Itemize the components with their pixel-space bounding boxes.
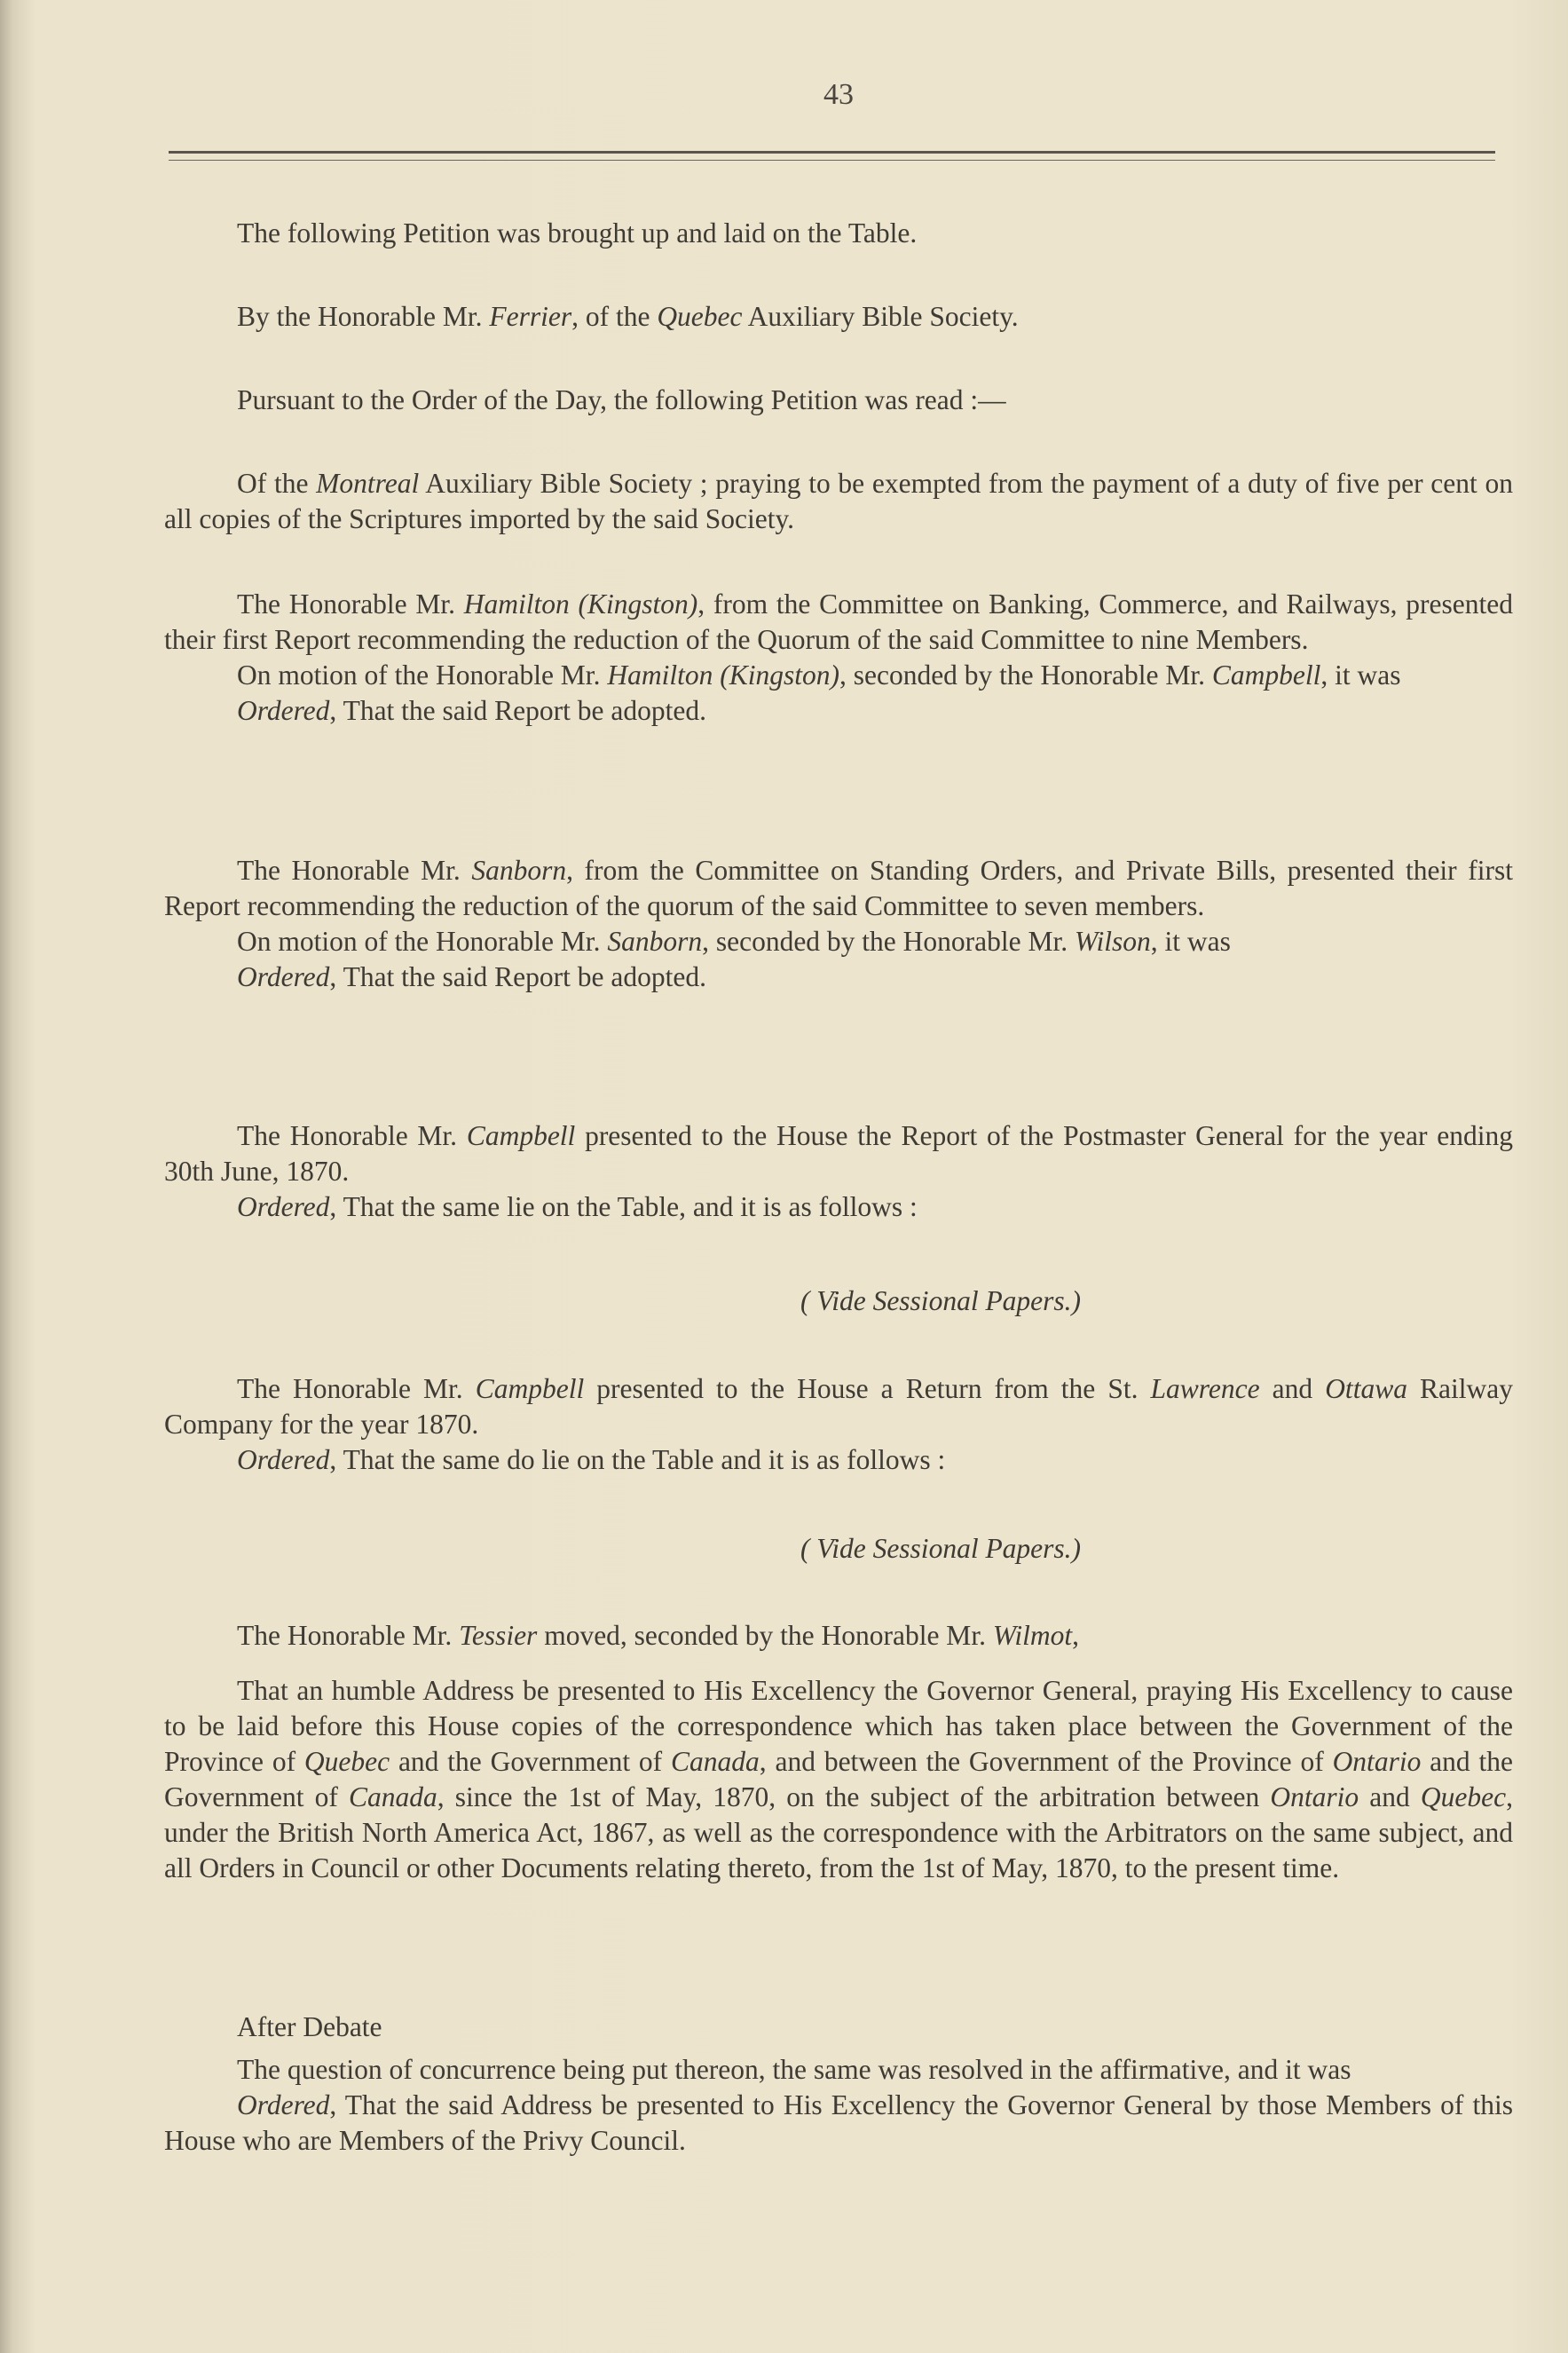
member-name: Wilson xyxy=(1075,926,1151,957)
paragraph-text: Pursuant to the Order of the Day, the following Petition was read :— xyxy=(237,384,1006,415)
section-railway-return: The Honorable Mr. Campbell presented to the House a Return from the St. Lawrence and Ottawa Railway Company for the year 1870. Ordered, That the same do lie on the Table and it is as follows : xyxy=(164,1373,1513,1475)
member-name: Ferrier xyxy=(489,301,572,332)
page-number: 43 xyxy=(823,78,854,111)
section-banking-report: The Honorable Mr. Hamilton (Kingston), from the Committee on Banking, Commerce, and Railways, presented their first Report recommending the reduction of the Quorum of the said Committee to nine Members. On motion of the Honorable Mr. Hamilton (Kingston), seconded by the Honorable Mr. Campbell, it was Ordered, That the said Report be adopted. xyxy=(164,588,1513,726)
paragraph-text: The following Petition was brought up and laid on the Table. xyxy=(237,217,918,249)
member-name: Hamilton (Kingston) xyxy=(463,588,698,620)
member-name: Sanborn xyxy=(607,926,703,957)
place-name: Ottawa xyxy=(1325,1373,1407,1404)
section-standing-orders-report: The Honorable Mr. Sanborn, from the Committee on Standing Orders, and Private Bills, presented their first Report recommending the reduction of the quorum of the said Committee to seven members. On motion of the Honorable Mr. Sanborn, seconded by the Honorable Mr. Wilson, it was Ordered, That the said Report be adopted. xyxy=(164,855,1513,992)
member-name: Campbell xyxy=(466,1120,576,1151)
section-postmaster-report: The Honorable Mr. Campbell presented to the House the Report of the Postmaster General for the year ending 30th June, 1870. Ordered, That the same lie on the Table, and it is as follows : xyxy=(164,1120,1513,1222)
paragraph-ferrier-petition: By the Honorable Mr. Ferrier, of the Quebec Auxiliary Bible Society. xyxy=(237,301,1019,332)
ordered-label: Ordered xyxy=(237,695,330,726)
paragraph-montreal-petition: Of the Montreal Auxiliary Bible Society ; praying to be exempted from the payment of a duty of five per cent on all copies of the Scriptures imported by the said Society. xyxy=(164,468,1513,534)
vide-sessional-papers-1: ( Vide Sessional Papers.) xyxy=(800,1285,1082,1316)
after-debate-label: After Debate xyxy=(237,2011,382,2042)
paragraph-address-motion: That an humble Address be presented to His Excellency the Governor General, praying His Excellency to cause to be laid before this House copies of the correspondence which has taken place between the Government of the Province of Quebec and the Government of Canada, and between the Government of the Province of Ontario and the Government of Canada, since the 1st of May, 1870, on the subject of the arbitration between Ontario and Quebec, under the British North America Act, 1867, as well as the correspondence with the Arbitrators on the same subject, and all Orders in Council or other Documents relating thereto, from the 1st of May, 1870, to the present time. xyxy=(164,1675,1513,1883)
member-name: Campbell xyxy=(475,1373,585,1404)
ordered-label: Ordered xyxy=(237,2089,330,2120)
place-name: Quebec xyxy=(657,301,743,332)
place-name: Montreal xyxy=(316,468,420,499)
paragraph-order-of-day xyxy=(164,383,1513,418)
header-rule-thin xyxy=(169,160,1495,161)
ordered-label: Ordered xyxy=(237,1191,330,1222)
vide-sessional-papers-2: ( Vide Sessional Papers.) xyxy=(800,1533,1082,1564)
member-name: Hamilton (Kingston) xyxy=(607,659,839,691)
paragraph-petition-intro xyxy=(164,216,1513,251)
member-name: Wilmot xyxy=(992,1620,1073,1651)
header-rule-thick xyxy=(169,151,1495,154)
member-name: Tessier xyxy=(459,1620,538,1651)
paragraph-text: The question of concurrence being put thereon, the same was resolved in the affirmative, and it was xyxy=(237,2054,1351,2085)
place-name: Lawrence xyxy=(1150,1373,1260,1404)
member-name: Campbell xyxy=(1211,659,1321,691)
section-after-debate: After Debate The question of concurrence being put thereon, the same was resolved in the affirmative, and it was Ordered, That the said Address be presented to His Excellency the Governor General by those Members of this House who are Members of the Privy Council. xyxy=(164,2011,1513,2156)
ordered-label: Ordered xyxy=(237,1444,330,1475)
ordered-label: Ordered xyxy=(237,961,330,992)
member-name: Sanborn xyxy=(471,855,567,886)
paragraph-tessier-motion: The Honorable Mr. Tessier moved, seconded by the Honorable Mr. Wilmot, xyxy=(237,1620,1079,1651)
